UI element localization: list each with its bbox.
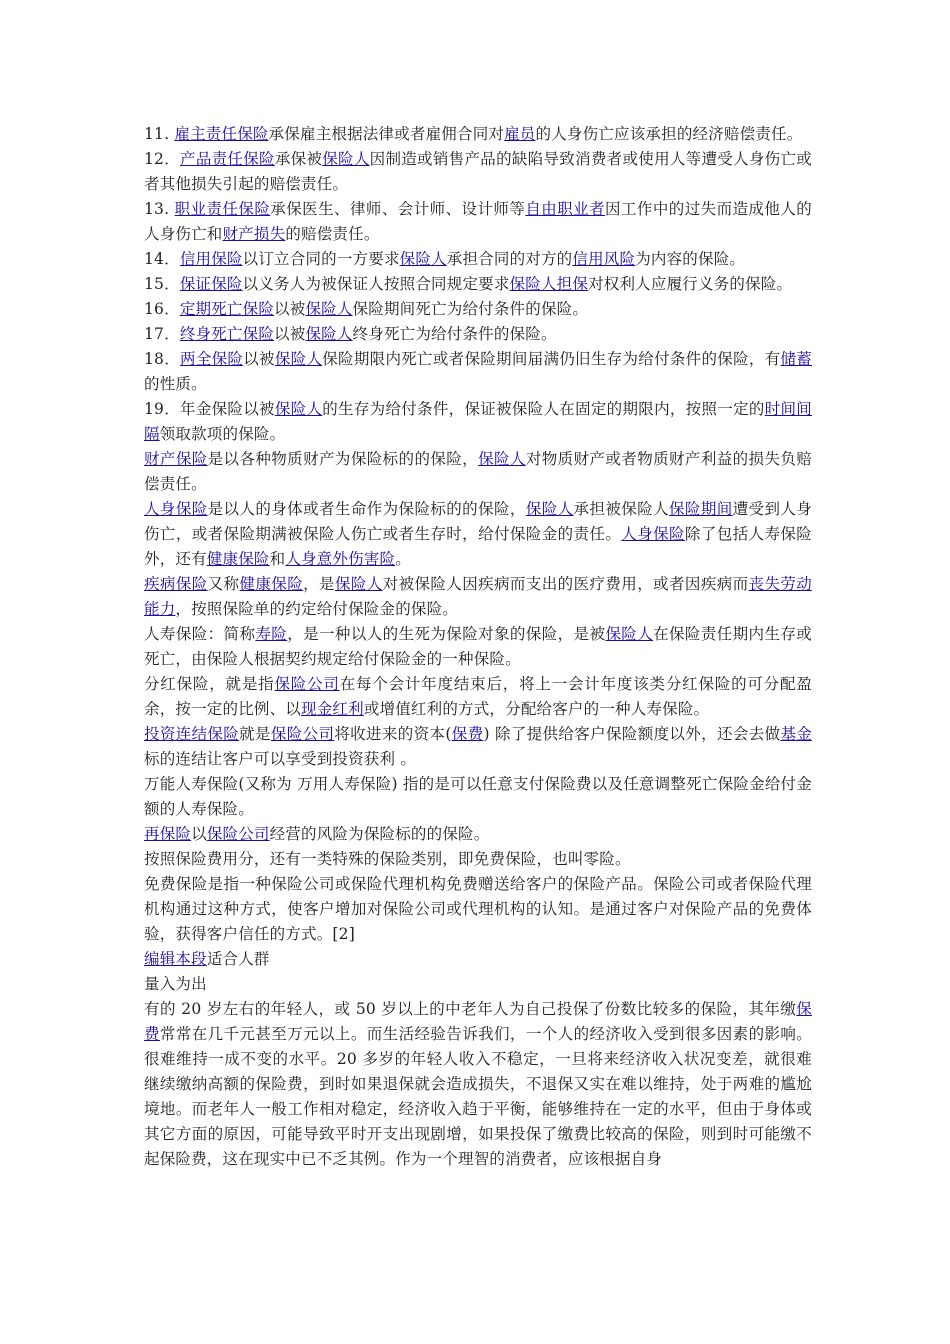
paragraph-text: 就是 xyxy=(239,725,271,743)
paragraph-text: 。 xyxy=(395,550,411,568)
paragraph-text: 领取款项的保险。 xyxy=(159,425,286,443)
term-link[interactable]: 保险人 xyxy=(605,625,654,643)
paragraph xyxy=(144,772,812,822)
term-link[interactable]: 保证保险 xyxy=(179,275,243,293)
term-link[interactable]: 职业责任保险 xyxy=(174,200,271,218)
paragraph-text: 16． xyxy=(144,300,180,318)
paragraph-text: 以被 xyxy=(243,350,275,368)
term-link[interactable]: 保险期间 xyxy=(669,500,733,518)
paragraph-text: 万能人寿保险(又称为 万用人寿保险) 指的是可以任意支付保险费以及任意调整死亡保险金给付金额的人寿保险。 xyxy=(144,775,812,818)
paragraph-text: 遭受到人身伤亡，或者保险期满被保险人伤亡或者生存时，给付保险金的责任。 xyxy=(144,500,812,543)
term-link[interactable]: 自由职业者 xyxy=(525,200,606,218)
paragraph xyxy=(144,347,812,397)
paragraph-text: 终身死亡为给付条件的保险。 xyxy=(352,325,557,343)
paragraph-text: 13. xyxy=(144,200,175,218)
paragraph-text: 以义务人为被保证人按照合同规定要求 xyxy=(242,275,510,293)
paragraph-text: 分红保险，就是指 xyxy=(144,675,275,693)
paragraph-text: 在每个会计年度结束后，将上一会计年度该类分红保险的可分配盈余，按一定的比例、以 xyxy=(144,675,812,718)
term-link[interactable]: 时间间隔 xyxy=(144,400,812,443)
paragraph-text: 承保雇主根据法律或者雇佣合同对 xyxy=(268,125,505,143)
term-link[interactable]: 储蓄 xyxy=(780,350,812,368)
paragraph-text: 的人身伤亡应该承担的经济赔偿责任。 xyxy=(535,125,803,143)
term-link[interactable]: 保险人 xyxy=(305,300,353,318)
paragraph xyxy=(144,947,812,972)
paragraph-text: 因工作中的过失而造成他人的人身伤亡和 xyxy=(144,200,812,243)
paragraph-text: 以 xyxy=(191,825,207,843)
paragraph xyxy=(144,847,812,872)
paragraph xyxy=(144,497,812,572)
term-link[interactable]: 保险人 xyxy=(274,350,323,368)
paragraph xyxy=(144,447,812,497)
paragraph xyxy=(144,122,812,147)
paragraph-text: 为内容的保险。 xyxy=(635,250,746,268)
paragraph-text: ，按照保险单的约定给付保险金的保险。 xyxy=(175,600,459,618)
term-link[interactable]: 保险公司 xyxy=(206,825,270,843)
term-link[interactable]: 信用保险 xyxy=(179,250,243,268)
term-link[interactable]: 雇主责任保险 xyxy=(174,125,269,143)
paragraph-text: 除了包括人寿保险外，还有 xyxy=(144,525,812,568)
term-link[interactable]: 现金红利 xyxy=(301,700,364,718)
paragraph-text: 适合人群 xyxy=(206,950,270,968)
paragraph-text: 因制造或销售产品的缺陷导致消费者或使用人等遭受人身伤亡或者其他损失引起的赔偿责任。 xyxy=(144,150,812,193)
term-link[interactable]: 雇员 xyxy=(504,125,536,143)
term-link[interactable]: 保险人 xyxy=(322,150,370,168)
paragraph-text: ) 除了提供给客户保险额度以外，还会去做 xyxy=(483,725,781,743)
term-link[interactable]: 产品责任保险 xyxy=(180,150,275,168)
paragraph xyxy=(144,622,812,672)
paragraph xyxy=(144,997,812,1172)
paragraph xyxy=(144,297,812,322)
paragraph xyxy=(144,972,812,997)
paragraph-text: 是以人的身体或者生命作为保险标的的保险， xyxy=(207,500,526,518)
paragraph-text: 以被 xyxy=(274,325,306,343)
paragraph-text: 人寿保险：简称 xyxy=(144,625,256,643)
paragraph-text: 对权利人应履行义务的保险。 xyxy=(588,275,793,293)
paragraph-text: 以被 xyxy=(274,300,306,318)
paragraph-text: 11. xyxy=(144,125,175,143)
term-link[interactable]: 投资连结保险 xyxy=(144,725,240,743)
paragraph xyxy=(144,322,812,347)
term-link[interactable]: 保险公司 xyxy=(270,725,335,743)
paragraph-text: 承担被保险人 xyxy=(573,500,669,518)
paragraph-text: 量入为出 xyxy=(144,975,207,993)
paragraph-text: 标的连结让客户可以享受到投资获利 。 xyxy=(144,750,417,768)
paragraph-text: 保险期限内死亡或者保险期间届满仍旧生存为给付条件的保险，有 xyxy=(322,350,781,368)
paragraph xyxy=(144,822,812,847)
paragraph-text: ，是 xyxy=(303,575,335,593)
paragraph-text: ，是一种以人的生死为保险对象的保险，是被 xyxy=(287,625,606,643)
term-link[interactable]: 保费 xyxy=(144,1000,812,1043)
term-link[interactable]: 信用风险 xyxy=(572,250,636,268)
term-link[interactable]: 人身意外伤害险 xyxy=(285,550,396,568)
paragraph xyxy=(144,147,812,197)
paragraph-text: 的赔偿责任。 xyxy=(285,225,380,243)
term-link[interactable]: 两全保险 xyxy=(180,350,244,368)
term-link[interactable]: 保险人 xyxy=(478,450,526,468)
term-link[interactable]: 财产损失 xyxy=(222,225,286,243)
term-link[interactable]: 保险人 xyxy=(274,400,323,418)
paragraph-text: 经营的风险为保险标的的保险。 xyxy=(269,825,490,843)
paragraph xyxy=(144,247,812,272)
paragraph-text: 18． xyxy=(144,350,181,368)
paragraph xyxy=(144,572,812,622)
paragraph xyxy=(144,272,812,297)
paragraph-text: 或增值红利的方式，分配给客户的一种人寿保险。 xyxy=(363,700,710,718)
paragraph-text: 承保被 xyxy=(274,150,323,168)
term-link[interactable]: 保险人 xyxy=(334,575,383,593)
paragraph-text: 19．年金保险以被 xyxy=(144,400,275,418)
term-link[interactable]: 健康保险 xyxy=(239,575,304,593)
paragraph xyxy=(144,722,812,772)
term-link[interactable]: 健康保险 xyxy=(206,550,270,568)
paragraph-text: 免费保险是指一种保险公司或保险代理机构免费赠送给客户的保险产品。保险公司或者保险代理机构通过这种方式，使客户增加对保险公司或代理机构的认知。是通过客户对保险产品的免费体验，获得客户信任的方式。[2] xyxy=(144,875,812,943)
term-link[interactable]: 保险人 xyxy=(399,250,447,268)
paragraph-text: 保险期间死亡为给付条件的保险。 xyxy=(352,300,589,318)
paragraph-text: 按照保险费用分，还有一类特殊的保险类别，即免费保险，也叫零险。 xyxy=(144,850,631,868)
paragraph-text: 将收进来的资本( xyxy=(334,725,452,743)
term-link[interactable]: 疾病保险 xyxy=(144,575,208,593)
term-link[interactable]: 人身保险 xyxy=(144,500,208,518)
paragraph xyxy=(144,197,812,247)
paragraph-text: 的性质。 xyxy=(144,375,207,393)
paragraph-text: 对物质财产或者物质财产利益的损失负赔偿责任。 xyxy=(144,450,812,493)
term-link[interactable]: 再保险 xyxy=(144,825,192,843)
paragraph-text: 是以各种物质财产为保险标的的保险， xyxy=(207,450,479,468)
paragraph xyxy=(144,872,812,947)
term-link[interactable]: 编辑本段 xyxy=(144,950,207,968)
term-link[interactable]: 保险公司 xyxy=(274,675,340,693)
paragraph-text: 14． xyxy=(144,250,180,268)
paragraph xyxy=(144,397,812,447)
term-link[interactable]: 寿险 xyxy=(255,625,288,643)
paragraph-text: 承保医生、律师、会计师、设计师等 xyxy=(270,200,526,218)
paragraph-text: 常常在几千元甚至万元以上。而生活经验告诉我们，一个人的经济收入受到很多因素的影响。很难维持一成不变的水平。20 多岁的年轻人收入不稳定，一旦将来经济收入状况变差，就很难继续缴纳高额的保险费，到时如果退保就会造成损失，不退保又实在难以维持，处于两难的尴尬境地。而老年人一般工作相对稳定，经济收入趋于平衡，能够维持在一定的水平，但由于身体或其它方面的原因，可能导致平时开支出现剧增，如果投保了缴费比较高的保险，则到时可能缴不起保险费，这在现实中已不乏其例。作为一个理智的消费者，应该根据自身 xyxy=(144,1025,813,1168)
term-link[interactable]: 保险人 xyxy=(525,500,574,518)
paragraph-text: 的生存为给付条件，保证被保险人在固定的期限内，按照一定的 xyxy=(322,400,765,418)
paragraph xyxy=(144,672,812,722)
paragraph-text: 12． xyxy=(144,150,181,168)
term-link[interactable]: 人身保险 xyxy=(621,525,685,543)
document-body xyxy=(144,122,812,1172)
paragraph-text: 对被保险人因疾病而支出的医疗费用，或者因疾病而 xyxy=(382,575,749,593)
paragraph-text: 承担合同的对方的 xyxy=(446,250,573,268)
paragraph-text: 在保险责任期内生存或死亡，由保险人根据契约规定给付保险金的一种保险。 xyxy=(144,625,812,668)
paragraph-text: 和 xyxy=(269,550,286,568)
term-link[interactable]: 保费 xyxy=(451,725,484,743)
paragraph-text: 17． xyxy=(144,325,180,343)
term-link[interactable]: 基金 xyxy=(780,725,812,743)
paragraph-text: 15． xyxy=(144,275,180,293)
paragraph-text: 以订立合同的一方要求 xyxy=(242,250,400,268)
term-link[interactable]: 保险人担保 xyxy=(509,275,589,293)
term-link[interactable]: 终身死亡保险 xyxy=(179,325,275,343)
paragraph-text: 有的 20 岁左右的年轻人，或 50 岁以上的中老年人为自己投保了份数比较多的保险，其年缴 xyxy=(144,1000,797,1018)
paragraph-text: 又称 xyxy=(207,575,240,593)
term-link[interactable]: 定期死亡保险 xyxy=(179,300,275,318)
term-link[interactable]: 丧失劳动能力 xyxy=(144,575,812,618)
term-link[interactable]: 财产保险 xyxy=(144,450,208,468)
term-link[interactable]: 保险人 xyxy=(305,325,353,343)
